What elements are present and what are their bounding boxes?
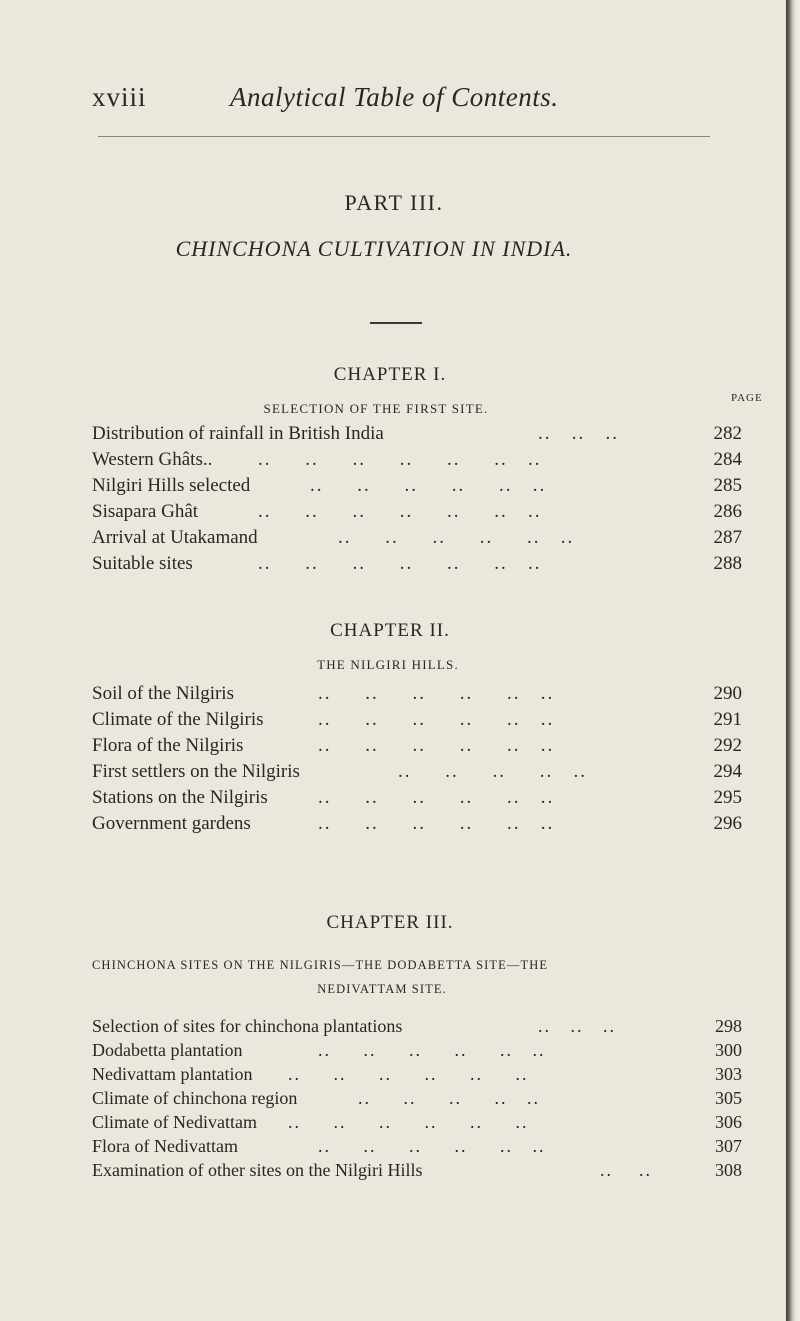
entry-title: Climate of the Nilgiris	[92, 709, 264, 730]
leader-dots: .. .. .. .. .. ..	[338, 527, 575, 548]
entry-page: 288	[713, 553, 742, 574]
leader-dots: .. .. .. .. ..	[358, 1088, 540, 1108]
toc-entry	[92, 1160, 742, 1186]
toc-entry	[92, 553, 742, 579]
page-number: xviii	[92, 82, 147, 112]
header-rule	[98, 136, 710, 137]
entry-title: Nilgiri Hills selected	[92, 475, 251, 496]
leader-dots: .. ..	[600, 1160, 652, 1180]
entry-title: Sisapara Ghât	[92, 501, 199, 522]
toc-entry	[92, 735, 742, 761]
entry-page: 300	[715, 1040, 742, 1060]
leader-dots: .. .. .. .. .. .. ..	[258, 501, 542, 522]
leader-dots: .. .. ..	[538, 423, 619, 444]
entry-page: 290	[713, 683, 742, 704]
leader-dots: .. .. .. .. .. ..	[318, 1040, 546, 1060]
chapter-3-subheading-line2: NEDIVATTAM SITE.	[317, 982, 447, 996]
entry-title: Distribution of rainfall in British India	[92, 423, 384, 444]
chapter-2-heading: CHAPTER II.	[330, 620, 450, 641]
entry-title: Soil of the Nilgiris	[92, 683, 234, 704]
entry-title: Arrival at Utakamand	[92, 527, 258, 548]
entry-title: First settlers on the Nilgiris	[92, 761, 300, 782]
running-head-title: Analytical Table of Contents.	[230, 82, 559, 112]
leader-dots: .. .. .. .. .. ..	[318, 1136, 546, 1156]
entry-title: Climate of Nedivattam	[92, 1112, 257, 1132]
entry-title: Flora of the Nilgiris	[92, 735, 244, 756]
entry-page: 306	[715, 1112, 742, 1132]
chapter-2-subheading: THE NILGIRI HILLS.	[317, 657, 459, 672]
toc-entry	[92, 1112, 742, 1138]
chapter-3-subheading: CHINCHONA SITES ON THE NILGIRIS—THE DODABETTA SITE—THE	[92, 958, 549, 972]
leader-dots: .. .. .. .. .. ..	[288, 1064, 529, 1084]
toc-entry	[92, 1136, 742, 1162]
entry-title: Flora of Nedivattam	[92, 1136, 238, 1156]
toc-entry	[92, 423, 742, 449]
leader-dots: .. .. .. .. .. ..	[318, 709, 555, 730]
toc-entry	[92, 1088, 742, 1114]
entry-title: Stations on the Nilgiris	[92, 787, 268, 808]
entry-title: Nedivattam plantation	[92, 1064, 253, 1084]
entry-title: Dodabetta plantation	[92, 1040, 243, 1060]
entry-title: Suitable sites	[92, 553, 193, 574]
entry-title: Selection of sites for chinchona plantations	[92, 1016, 403, 1036]
leader-dots: .. .. .. .. .. ..	[318, 787, 555, 808]
leader-dots: .. .. .. .. .. .. ..	[258, 449, 542, 470]
entry-title: Examination of other sites on the Nilgiri Hills	[92, 1160, 423, 1180]
entry-title: Climate of chinchona region	[92, 1088, 298, 1108]
toc-entry	[92, 787, 742, 813]
leader-dots: .. .. ..	[538, 1016, 616, 1036]
leader-dots: .. .. .. .. .. .. ..	[258, 553, 542, 574]
entry-page: 307	[715, 1136, 742, 1156]
chapter-3-heading: CHAPTER III.	[326, 912, 454, 933]
leader-dots: .. .. .. .. ..	[398, 761, 587, 782]
entry-page: 303	[715, 1064, 742, 1084]
entry-page: 287	[713, 527, 742, 548]
entry-title: Government gardens	[92, 813, 251, 834]
part-title: CHINCHONA CULTIVATION IN INDIA.	[175, 236, 573, 261]
entry-page: 282	[713, 423, 742, 444]
entry-page: 294	[713, 761, 742, 782]
toc-entry	[92, 527, 742, 553]
part-divider	[370, 322, 422, 324]
entry-page: 292	[713, 735, 742, 756]
entry-page: 308	[715, 1160, 742, 1180]
leader-dots: .. .. .. .. .. ..	[288, 1112, 529, 1132]
chapter-1-subheading: SELECTION OF THE FIRST SITE.	[263, 401, 489, 416]
leader-dots: .. .. .. .. .. ..	[318, 683, 555, 704]
toc-entry	[92, 813, 742, 839]
toc-entry	[92, 709, 742, 735]
toc-entry	[92, 1016, 742, 1042]
part-label: PART III.	[344, 190, 444, 215]
toc-entry	[92, 761, 742, 787]
entry-page: 291	[713, 709, 742, 730]
chapter-1-heading: CHAPTER I.	[333, 364, 447, 385]
entry-page: 298	[715, 1016, 742, 1036]
toc-entry	[92, 449, 742, 475]
entry-page: 295	[713, 787, 742, 808]
entry-page: 286	[713, 501, 742, 522]
toc-entry	[92, 475, 742, 501]
toc-entry	[92, 1040, 742, 1066]
entry-page: 305	[715, 1088, 742, 1108]
page-edge-shadow	[786, 0, 800, 1321]
toc-entry	[92, 683, 742, 709]
leader-dots: .. .. .. .. .. ..	[318, 813, 555, 834]
entry-page: 296	[713, 813, 742, 834]
entry-page: 284	[713, 449, 742, 470]
toc-entry	[92, 501, 742, 527]
entry-title: Western Ghâts..	[92, 449, 213, 470]
leader-dots: .. .. .. .. .. ..	[318, 735, 555, 756]
leader-dots: .. .. .. .. .. ..	[310, 475, 547, 496]
entry-page: 285	[713, 475, 742, 496]
toc-entry	[92, 1064, 742, 1090]
page-column-label: PAGE	[731, 392, 763, 404]
